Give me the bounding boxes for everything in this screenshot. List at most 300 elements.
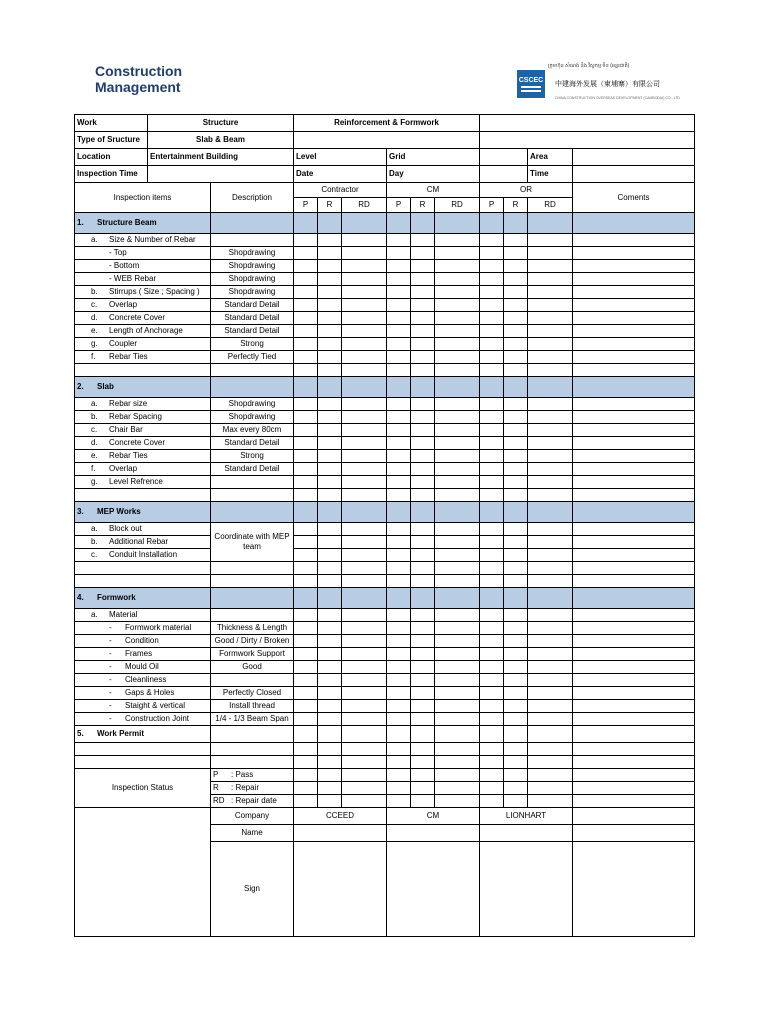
check-cell[interactable] [342,398,387,411]
comment-cell[interactable] [573,609,695,622]
check-cell[interactable] [528,536,573,549]
comment-cell[interactable] [573,661,695,674]
check-cell[interactable] [504,713,528,726]
check-cell[interactable] [480,411,504,424]
check-cell[interactable] [528,437,573,450]
check-cell[interactable] [504,635,528,648]
inspection-time-cell[interactable] [148,166,294,183]
comment-cell[interactable] [573,299,695,312]
check-cell[interactable] [528,338,573,351]
check-cell[interactable] [411,674,435,687]
check-cell[interactable] [435,398,480,411]
sign-field-cceed[interactable] [294,842,387,937]
comment-cell[interactable] [573,234,695,247]
check-cell[interactable] [387,769,411,782]
check-cell[interactable] [342,260,387,273]
check-cell[interactable] [504,463,528,476]
check-cell[interactable] [318,713,342,726]
comment-cell[interactable] [573,260,695,273]
check-cell[interactable] [318,687,342,700]
check-cell[interactable] [318,769,342,782]
check-cell[interactable] [480,536,504,549]
check-cell[interactable] [504,247,528,260]
check-cell[interactable] [480,273,504,286]
check-cell[interactable] [387,648,411,661]
check-cell[interactable] [342,687,387,700]
check-cell[interactable] [387,398,411,411]
check-cell[interactable] [318,286,342,299]
check-cell[interactable] [435,622,480,635]
day-value-cell[interactable] [480,166,528,183]
check-cell[interactable] [318,312,342,325]
check-cell[interactable] [294,234,318,247]
check-cell[interactable] [294,713,318,726]
check-cell[interactable] [480,398,504,411]
check-cell[interactable] [504,411,528,424]
check-cell[interactable] [294,260,318,273]
check-cell[interactable] [528,286,573,299]
check-cell[interactable] [504,260,528,273]
check-cell[interactable] [480,523,504,536]
name-field-lionhart[interactable] [480,825,573,842]
comment-cell[interactable] [573,713,695,726]
check-cell[interactable] [294,661,318,674]
check-cell[interactable] [294,648,318,661]
check-cell[interactable] [294,795,318,808]
check-cell[interactable] [528,769,573,782]
check-cell[interactable] [411,476,435,489]
check-cell[interactable] [342,769,387,782]
check-cell[interactable] [294,312,318,325]
check-cell[interactable] [411,398,435,411]
check-cell[interactable] [480,312,504,325]
check-cell[interactable] [318,648,342,661]
check-cell[interactable] [387,273,411,286]
check-cell[interactable] [435,795,480,808]
check-cell[interactable] [411,463,435,476]
check-cell[interactable] [294,674,318,687]
check-cell[interactable] [294,782,318,795]
check-cell[interactable] [387,325,411,338]
check-cell[interactable] [528,411,573,424]
check-cell[interactable] [528,549,573,562]
check-cell[interactable] [318,795,342,808]
check-cell[interactable] [342,674,387,687]
check-cell[interactable] [504,674,528,687]
check-cell[interactable] [435,648,480,661]
check-cell[interactable] [294,398,318,411]
check-cell[interactable] [504,286,528,299]
check-cell[interactable] [435,351,480,364]
check-cell[interactable] [504,536,528,549]
check-cell[interactable] [504,523,528,536]
comment-cell[interactable] [573,351,695,364]
check-cell[interactable] [528,273,573,286]
check-cell[interactable] [411,782,435,795]
type-blank-cell-2[interactable] [480,132,695,149]
check-cell[interactable] [411,325,435,338]
check-cell[interactable] [411,424,435,437]
check-cell[interactable] [411,260,435,273]
check-cell[interactable] [504,299,528,312]
check-cell[interactable] [480,549,504,562]
check-cell[interactable] [342,476,387,489]
check-cell[interactable] [435,325,480,338]
check-cell[interactable] [387,609,411,622]
check-cell[interactable] [387,411,411,424]
check-cell[interactable] [504,476,528,489]
check-cell[interactable] [480,338,504,351]
check-cell[interactable] [528,661,573,674]
check-cell[interactable] [342,437,387,450]
check-cell[interactable] [294,286,318,299]
check-cell[interactable] [528,795,573,808]
comment-cell[interactable] [573,536,695,549]
check-cell[interactable] [318,273,342,286]
check-cell[interactable] [387,286,411,299]
check-cell[interactable] [435,661,480,674]
check-cell[interactable] [480,450,504,463]
check-cell[interactable] [411,687,435,700]
check-cell[interactable] [435,687,480,700]
check-cell[interactable] [318,635,342,648]
check-cell[interactable] [411,769,435,782]
check-cell[interactable] [435,273,480,286]
check-cell[interactable] [294,325,318,338]
check-cell[interactable] [342,299,387,312]
check-cell[interactable] [294,523,318,536]
check-cell[interactable] [342,661,387,674]
check-cell[interactable] [480,635,504,648]
check-cell[interactable] [318,609,342,622]
check-cell[interactable] [435,286,480,299]
check-cell[interactable] [528,648,573,661]
check-cell[interactable] [504,325,528,338]
comment-cell[interactable] [573,622,695,635]
check-cell[interactable] [435,523,480,536]
comment-cell[interactable] [573,463,695,476]
check-cell[interactable] [480,260,504,273]
check-cell[interactable] [411,234,435,247]
check-cell[interactable] [387,476,411,489]
check-cell[interactable] [387,782,411,795]
check-cell[interactable] [318,299,342,312]
check-cell[interactable] [504,687,528,700]
check-cell[interactable] [411,635,435,648]
check-cell[interactable] [411,795,435,808]
comment-cell[interactable] [573,312,695,325]
check-cell[interactable] [318,661,342,674]
check-cell[interactable] [387,795,411,808]
check-cell[interactable] [318,782,342,795]
sign-field-blank[interactable] [573,842,695,937]
check-cell[interactable] [480,234,504,247]
check-cell[interactable] [387,450,411,463]
check-cell[interactable] [480,795,504,808]
check-cell[interactable] [480,622,504,635]
check-cell[interactable] [504,234,528,247]
check-cell[interactable] [435,260,480,273]
check-cell[interactable] [387,687,411,700]
check-cell[interactable] [294,450,318,463]
type-blank-cell[interactable] [294,132,480,149]
check-cell[interactable] [480,325,504,338]
check-cell[interactable] [387,523,411,536]
check-cell[interactable] [294,476,318,489]
check-cell[interactable] [294,338,318,351]
check-cell[interactable] [387,351,411,364]
check-cell[interactable] [318,234,342,247]
check-cell[interactable] [294,424,318,437]
check-cell[interactable] [294,437,318,450]
check-cell[interactable] [435,674,480,687]
check-cell[interactable] [528,609,573,622]
comment-cell[interactable] [573,700,695,713]
check-cell[interactable] [387,463,411,476]
check-cell[interactable] [504,273,528,286]
check-cell[interactable] [411,411,435,424]
check-cell[interactable] [294,635,318,648]
time-value-cell[interactable] [573,166,695,183]
check-cell[interactable] [528,476,573,489]
check-cell[interactable] [342,325,387,338]
check-cell[interactable] [411,299,435,312]
check-cell[interactable] [528,687,573,700]
check-cell[interactable] [318,700,342,713]
check-cell[interactable] [528,674,573,687]
check-cell[interactable] [342,609,387,622]
check-cell[interactable] [480,687,504,700]
check-cell[interactable] [387,234,411,247]
check-cell[interactable] [318,437,342,450]
check-cell[interactable] [528,260,573,273]
check-cell[interactable] [504,661,528,674]
check-cell[interactable] [480,700,504,713]
comment-cell[interactable] [573,674,695,687]
check-cell[interactable] [480,424,504,437]
check-cell[interactable] [294,769,318,782]
check-cell[interactable] [435,247,480,260]
comment-cell[interactable] [573,338,695,351]
sign-field-cm[interactable] [387,842,480,937]
check-cell[interactable] [342,247,387,260]
check-cell[interactable] [504,795,528,808]
check-cell[interactable] [480,286,504,299]
check-cell[interactable] [318,411,342,424]
comment-cell[interactable] [573,769,695,782]
check-cell[interactable] [318,476,342,489]
comment-cell[interactable] [573,648,695,661]
check-cell[interactable] [387,674,411,687]
comment-cell[interactable] [573,523,695,536]
check-cell[interactable] [528,312,573,325]
check-cell[interactable] [504,450,528,463]
work-blank-cell[interactable] [480,115,695,132]
check-cell[interactable] [342,622,387,635]
check-cell[interactable] [435,450,480,463]
comment-cell[interactable] [573,398,695,411]
check-cell[interactable] [504,622,528,635]
check-cell[interactable] [528,450,573,463]
comment-cell[interactable] [573,424,695,437]
check-cell[interactable] [504,549,528,562]
check-cell[interactable] [318,338,342,351]
check-cell[interactable] [387,338,411,351]
check-cell[interactable] [411,338,435,351]
check-cell[interactable] [528,463,573,476]
check-cell[interactable] [411,549,435,562]
check-cell[interactable] [387,437,411,450]
check-cell[interactable] [294,351,318,364]
name-field-cceed[interactable] [294,825,387,842]
check-cell[interactable] [480,674,504,687]
check-cell[interactable] [480,437,504,450]
comment-cell[interactable] [573,286,695,299]
check-cell[interactable] [342,424,387,437]
check-cell[interactable] [480,351,504,364]
check-cell[interactable] [480,476,504,489]
check-cell[interactable] [342,463,387,476]
check-cell[interactable] [387,713,411,726]
check-cell[interactable] [342,351,387,364]
check-cell[interactable] [294,549,318,562]
check-cell[interactable] [318,325,342,338]
check-cell[interactable] [435,312,480,325]
check-cell[interactable] [480,769,504,782]
check-cell[interactable] [294,700,318,713]
check-cell[interactable] [528,622,573,635]
check-cell[interactable] [342,536,387,549]
check-cell[interactable] [504,782,528,795]
comment-cell[interactable] [573,450,695,463]
check-cell[interactable] [528,700,573,713]
check-cell[interactable] [480,782,504,795]
check-cell[interactable] [528,635,573,648]
comment-cell[interactable] [573,549,695,562]
check-cell[interactable] [411,622,435,635]
check-cell[interactable] [435,411,480,424]
check-cell[interactable] [411,661,435,674]
check-cell[interactable] [318,622,342,635]
check-cell[interactable] [342,273,387,286]
check-cell[interactable] [435,437,480,450]
check-cell[interactable] [387,536,411,549]
check-cell[interactable] [435,536,480,549]
check-cell[interactable] [480,299,504,312]
check-cell[interactable] [435,424,480,437]
check-cell[interactable] [411,450,435,463]
check-cell[interactable] [480,247,504,260]
check-cell[interactable] [342,450,387,463]
check-cell[interactable] [342,713,387,726]
check-cell[interactable] [504,312,528,325]
check-cell[interactable] [342,635,387,648]
check-cell[interactable] [528,398,573,411]
comment-cell[interactable] [573,795,695,808]
check-cell[interactable] [342,234,387,247]
check-cell[interactable] [504,338,528,351]
check-cell[interactable] [504,437,528,450]
check-cell[interactable] [411,437,435,450]
check-cell[interactable] [318,351,342,364]
check-cell[interactable] [528,234,573,247]
check-cell[interactable] [294,536,318,549]
check-cell[interactable] [435,463,480,476]
check-cell[interactable] [480,648,504,661]
check-cell[interactable] [480,661,504,674]
comment-cell[interactable] [573,635,695,648]
check-cell[interactable] [528,523,573,536]
check-cell[interactable] [318,260,342,273]
check-cell[interactable] [411,273,435,286]
comment-cell[interactable] [573,437,695,450]
check-cell[interactable] [342,411,387,424]
check-cell[interactable] [318,450,342,463]
check-cell[interactable] [387,549,411,562]
comment-cell[interactable] [573,782,695,795]
check-cell[interactable] [342,286,387,299]
check-cell[interactable] [387,299,411,312]
check-cell[interactable] [435,700,480,713]
check-cell[interactable] [294,299,318,312]
check-cell[interactable] [294,247,318,260]
check-cell[interactable] [294,687,318,700]
check-cell[interactable] [504,398,528,411]
check-cell[interactable] [480,713,504,726]
check-cell[interactable] [411,609,435,622]
check-cell[interactable] [294,463,318,476]
check-cell[interactable] [435,609,480,622]
comment-cell[interactable] [573,476,695,489]
check-cell[interactable] [435,549,480,562]
check-cell[interactable] [504,700,528,713]
check-cell[interactable] [342,700,387,713]
check-cell[interactable] [342,312,387,325]
check-cell[interactable] [294,609,318,622]
comment-cell[interactable] [573,247,695,260]
check-cell[interactable] [504,769,528,782]
check-cell[interactable] [528,713,573,726]
check-cell[interactable] [342,795,387,808]
check-cell[interactable] [411,648,435,661]
check-cell[interactable] [411,713,435,726]
check-cell[interactable] [411,351,435,364]
check-cell[interactable] [435,234,480,247]
check-cell[interactable] [342,338,387,351]
check-cell[interactable] [435,782,480,795]
check-cell[interactable] [387,661,411,674]
check-cell[interactable] [387,622,411,635]
check-cell[interactable] [435,476,480,489]
check-cell[interactable] [411,286,435,299]
check-cell[interactable] [411,536,435,549]
check-cell[interactable] [528,299,573,312]
check-cell[interactable] [411,312,435,325]
check-cell[interactable] [504,351,528,364]
check-cell[interactable] [294,273,318,286]
check-cell[interactable] [528,325,573,338]
name-field-cm[interactable] [387,825,480,842]
check-cell[interactable] [387,424,411,437]
check-cell[interactable] [342,782,387,795]
comment-cell[interactable] [573,687,695,700]
check-cell[interactable] [342,523,387,536]
check-cell[interactable] [480,463,504,476]
check-cell[interactable] [318,424,342,437]
check-cell[interactable] [480,609,504,622]
check-cell[interactable] [435,713,480,726]
check-cell[interactable] [318,247,342,260]
